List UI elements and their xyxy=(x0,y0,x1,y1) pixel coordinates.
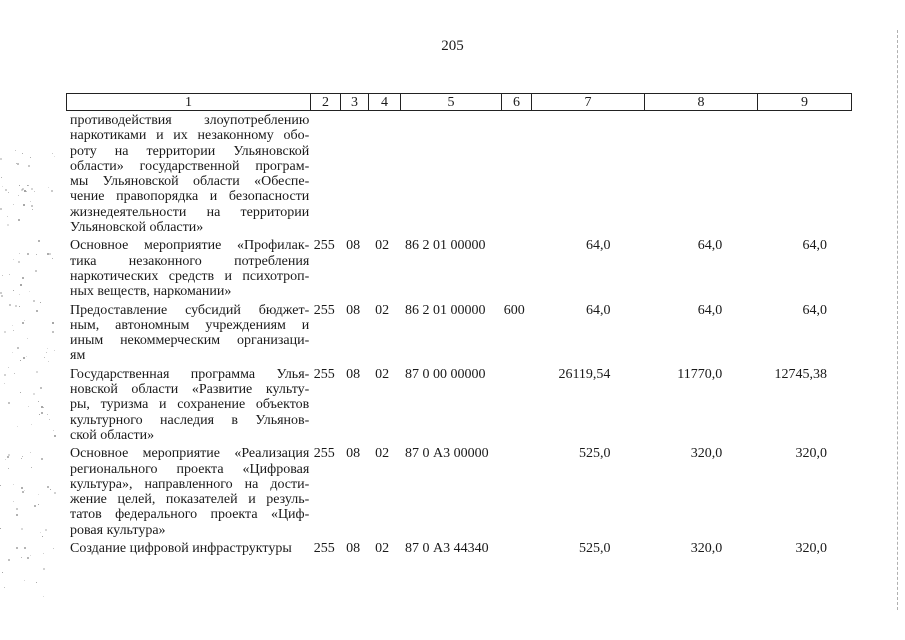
scan-speck xyxy=(5,459,6,460)
table-row xyxy=(66,446,850,538)
header-col-6: 6 xyxy=(502,94,532,110)
scan-speck xyxy=(31,467,32,468)
scan-speck xyxy=(13,259,14,260)
row-name xyxy=(66,238,309,299)
scan-speck xyxy=(9,304,11,306)
scan-speck xyxy=(53,430,54,431)
scan-speck xyxy=(0,528,1,529)
scan-speck xyxy=(21,557,22,558)
scan-speck xyxy=(19,185,20,186)
subsection-code: 02 xyxy=(375,302,390,318)
scan-speck xyxy=(41,412,43,414)
scan-speck xyxy=(13,501,14,502)
scan-speck xyxy=(24,580,25,581)
scan-speck xyxy=(27,253,29,255)
row-name-line: роту на территории Ульяновской xyxy=(70,143,310,159)
scan-speck xyxy=(40,387,42,389)
scan-speck xyxy=(54,156,55,157)
row-name-line: культурного наследия в Ульянов- xyxy=(70,412,310,428)
header-col-7: 7 xyxy=(532,94,645,110)
row-name-line: чение правопорядка и безопасности xyxy=(70,189,310,205)
scan-speck xyxy=(48,187,49,188)
scan-speck xyxy=(20,392,21,393)
scan-speck xyxy=(53,548,54,549)
scan-speck xyxy=(47,486,49,488)
scan-speck xyxy=(41,458,43,460)
amount-col-9: 320,0 xyxy=(795,541,827,557)
scan-speck xyxy=(15,150,16,151)
scan-speck xyxy=(2,186,3,187)
scan-speck xyxy=(31,424,32,425)
row-name-line: ровая культура» xyxy=(70,522,166,538)
scan-speck xyxy=(33,393,35,395)
scan-speck xyxy=(28,406,29,407)
section-code: 08 xyxy=(346,238,361,254)
scan-speck xyxy=(15,305,17,307)
scan-speck xyxy=(22,456,23,457)
scan-speck xyxy=(12,325,13,326)
scan-speck xyxy=(23,204,25,206)
scan-speck xyxy=(52,322,54,324)
subsection-code: 02 xyxy=(375,541,390,557)
section-code: 08 xyxy=(346,446,361,462)
scan-speck xyxy=(28,185,29,186)
row-name-line: мы Ульяновской области «Обеспе- xyxy=(70,174,310,190)
table-row xyxy=(66,367,850,443)
scan-speck xyxy=(1,295,3,297)
row-name-line: ям xyxy=(70,348,86,364)
amount-col-9: 320,0 xyxy=(795,446,827,462)
scan-speck xyxy=(2,572,3,573)
scan-speck xyxy=(32,209,33,210)
scan-speck xyxy=(38,494,39,495)
scan-speck xyxy=(16,514,18,516)
scan-speck xyxy=(48,361,49,362)
ministry-code: 255 xyxy=(313,541,335,557)
scan-speck xyxy=(19,306,20,307)
scan-speck xyxy=(38,240,40,242)
header-col-3: 3 xyxy=(341,94,369,110)
row-name-line: Государственная программа Улья- xyxy=(70,366,310,382)
table-header xyxy=(66,93,852,111)
amount-col-8: 320,0 xyxy=(690,541,723,557)
scan-speck xyxy=(39,414,40,415)
ministry-code: 255 xyxy=(313,302,335,318)
row-name-line: культура», направленного на дости- xyxy=(70,476,310,492)
row-name-line: тика незаконного потребления xyxy=(70,253,310,269)
scan-speck xyxy=(18,219,20,221)
scan-speck xyxy=(19,294,20,295)
scan-speck xyxy=(54,492,56,494)
scan-speck xyxy=(20,360,21,361)
scan-speck xyxy=(20,284,22,286)
scan-speck xyxy=(54,435,56,437)
scan-speck xyxy=(4,374,6,376)
scan-speck xyxy=(33,300,35,302)
scan-speck xyxy=(30,452,31,453)
row-name-line: Основное мероприятие «Профилак- xyxy=(70,238,310,254)
scan-speck xyxy=(46,352,47,353)
target-article: 86 2 01 00000 xyxy=(405,238,486,254)
ministry-code: 255 xyxy=(313,446,335,462)
scan-speck xyxy=(40,532,41,533)
scan-speck xyxy=(0,158,2,160)
scan-speck xyxy=(8,367,9,368)
scan-speck xyxy=(4,587,5,588)
target-article: 87 0 00 00000 xyxy=(405,366,486,382)
scan-speck xyxy=(49,419,50,420)
scan-speck xyxy=(13,204,14,205)
row-name-line: жизнедеятельности на территории xyxy=(70,204,310,220)
scan-speck xyxy=(9,274,10,275)
amount-col-9: 64,0 xyxy=(802,302,827,318)
scan-speck xyxy=(21,189,23,191)
scan-speck xyxy=(52,258,53,259)
scan-speck xyxy=(0,292,2,294)
amount-col-9: 12745,38 xyxy=(774,366,827,382)
table-row xyxy=(66,303,850,364)
target-article: 86 2 01 00000 xyxy=(405,302,486,318)
amount-col-8: 64,0 xyxy=(697,238,723,254)
row-name-line: Основное мероприятие «Реализация xyxy=(70,446,310,462)
scan-speck xyxy=(17,426,18,427)
scan-speck xyxy=(52,331,54,333)
scan-speck xyxy=(49,253,51,255)
scan-speck xyxy=(30,201,31,202)
row-name-line: ных веществ, наркомании» xyxy=(70,284,232,300)
amount-col-7: 525,0 xyxy=(578,541,611,557)
scan-speck xyxy=(2,275,3,276)
scan-speck xyxy=(43,407,44,408)
scan-speck xyxy=(30,157,31,158)
scan-speck xyxy=(22,491,24,493)
scan-speck xyxy=(8,559,10,561)
table-row xyxy=(66,113,850,235)
scan-speck xyxy=(42,536,43,537)
row-name-line: ры, туризма и сохранение объектов xyxy=(70,397,310,413)
scan-speck xyxy=(21,458,22,459)
table-row xyxy=(66,238,850,299)
row-name-line: регионального проекта «Цифровая xyxy=(70,461,310,477)
scan-speck xyxy=(36,254,37,255)
scan-speck xyxy=(31,205,33,207)
scan-speck xyxy=(5,189,7,191)
scan-speck xyxy=(16,508,18,510)
row-name xyxy=(66,113,309,235)
header-col-1: 1 xyxy=(67,94,311,110)
scan-speck xyxy=(24,547,26,549)
scan-speck xyxy=(0,208,2,210)
subsection-code: 02 xyxy=(375,238,390,254)
row-name xyxy=(66,367,309,443)
scan-speck xyxy=(0,485,1,486)
scan-speck xyxy=(7,216,8,217)
amount-col-8: 64,0 xyxy=(697,302,723,318)
row-name-line: Предоставление субсидий бюджет- xyxy=(70,302,310,318)
scan-speck xyxy=(7,224,9,226)
scan-speck xyxy=(4,331,6,333)
subsection-code: 02 xyxy=(375,446,390,462)
row-name-line: новской области «Развитие культу- xyxy=(70,382,310,398)
scan-speck xyxy=(12,352,13,353)
scan-speck xyxy=(27,338,28,339)
row-name-line: наркотиками и их незаконному обо- xyxy=(70,128,310,144)
scan-speck xyxy=(54,350,55,351)
scan-edge-right xyxy=(897,30,899,610)
scan-speck xyxy=(43,596,44,597)
scan-speck xyxy=(35,270,37,272)
scan-speck xyxy=(30,555,31,556)
scan-speck xyxy=(52,153,53,154)
section-code: 08 xyxy=(346,302,361,318)
scan-speck xyxy=(19,253,20,254)
amount-col-7: 64,0 xyxy=(585,302,611,318)
row-name-line: татов федерального проекта «Циф- xyxy=(70,507,310,523)
scan-speck xyxy=(36,582,37,583)
scan-speck xyxy=(8,192,9,193)
row-name-line: Создание цифровой инфраструктуры xyxy=(70,541,292,557)
scan-speck xyxy=(4,383,5,384)
row-name-line: ным, автономным учреждениям и xyxy=(70,317,310,333)
row-name-line: жение целей, показателей и резуль- xyxy=(70,492,310,508)
scan-speck xyxy=(47,348,48,349)
amount-col-8: 320,0 xyxy=(690,446,723,462)
scan-speck xyxy=(14,373,15,374)
header-col-5: 5 xyxy=(401,94,502,110)
scan-speck xyxy=(7,456,9,458)
scan-speck xyxy=(13,484,14,485)
scan-speck xyxy=(43,553,44,554)
header-col-4: 4 xyxy=(369,94,401,110)
scan-speck xyxy=(1,177,2,178)
scan-speck xyxy=(36,310,38,312)
section-code: 08 xyxy=(346,366,361,382)
amount-col-9: 64,0 xyxy=(802,238,827,254)
target-article: 87 0 А3 44340 xyxy=(405,541,489,557)
row-name-line: наркотических средств и психотроп- xyxy=(70,268,310,284)
scan-speck xyxy=(36,371,38,373)
scan-speck xyxy=(22,153,23,154)
row-name-line: Ульяновской области» xyxy=(70,220,204,236)
row-name xyxy=(66,541,309,556)
scan-speck xyxy=(29,291,30,292)
scan-speck xyxy=(13,290,14,291)
page-number: 205 xyxy=(441,38,464,54)
scan-speck xyxy=(21,528,23,530)
scan-speck xyxy=(26,356,27,357)
ministry-code: 255 xyxy=(313,238,335,254)
scan-speck xyxy=(21,487,23,489)
scan-noise-left xyxy=(0,150,60,610)
table-row xyxy=(66,541,850,556)
scan-speck xyxy=(43,568,45,570)
table-body xyxy=(66,113,850,556)
scan-speck xyxy=(8,468,9,469)
scan-speck xyxy=(8,402,10,404)
scan-speck xyxy=(24,320,25,321)
row-name-line: области» государственной програм- xyxy=(70,158,310,174)
row-name-line: ской области» xyxy=(70,427,155,443)
scan-speck xyxy=(13,330,14,331)
scan-speck xyxy=(17,163,19,165)
scan-speck xyxy=(51,190,53,192)
amount-col-8: 11770,0 xyxy=(677,366,723,382)
subsection-code: 02 xyxy=(375,366,390,382)
header-col-8: 8 xyxy=(645,94,758,110)
ministry-code: 255 xyxy=(313,366,335,382)
scan-speck xyxy=(34,191,35,192)
scan-speck xyxy=(31,188,33,190)
scan-speck xyxy=(18,261,20,263)
target-article: 87 0 А3 00000 xyxy=(405,446,489,462)
scan-speck xyxy=(24,490,25,491)
scan-speck xyxy=(23,357,25,359)
row-name-line: иным некоммерческим организаци- xyxy=(70,333,310,349)
scan-speck xyxy=(40,302,41,303)
header-col-9: 9 xyxy=(801,95,808,110)
amount-col-7: 26119,54 xyxy=(558,366,611,382)
scan-speck xyxy=(26,191,27,192)
amount-col-7: 64,0 xyxy=(585,238,611,254)
scan-speck xyxy=(47,414,48,415)
scan-speck xyxy=(17,347,19,349)
row-name-line: противодействия злоупотреблению xyxy=(70,113,310,128)
scan-speck xyxy=(22,322,24,324)
amount-col-7: 525,0 xyxy=(578,446,611,462)
section-code: 08 xyxy=(346,541,361,557)
scan-speck xyxy=(34,505,36,507)
row-name xyxy=(66,446,309,538)
scan-speck xyxy=(38,401,39,402)
scan-speck xyxy=(22,277,24,279)
scan-speck xyxy=(45,529,47,531)
row-name xyxy=(66,303,309,364)
scan-speck xyxy=(38,504,39,505)
header-col-2: 2 xyxy=(311,94,341,110)
scan-speck xyxy=(28,165,30,167)
scan-speck xyxy=(27,557,29,559)
scan-speck xyxy=(18,195,19,196)
scan-speck xyxy=(16,547,18,549)
expense-type: 600 xyxy=(503,302,525,318)
scan-speck xyxy=(44,357,45,358)
scan-speck xyxy=(50,489,51,490)
